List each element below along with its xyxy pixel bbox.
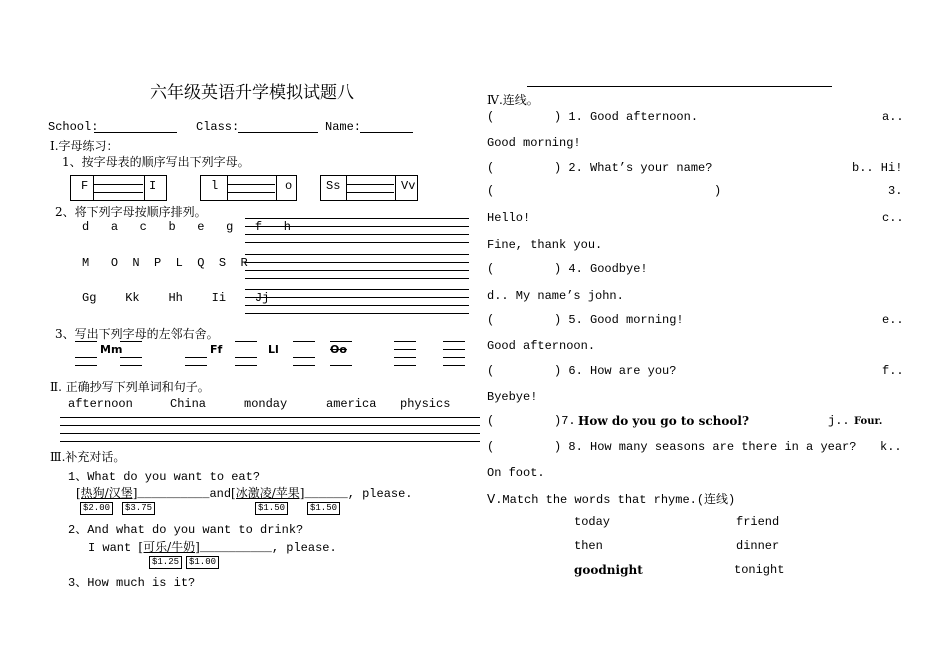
choice-bracket: [热狗/汉堡] — [76, 486, 138, 500]
match-text: Hello! — [487, 211, 531, 225]
neighbor-letter: Ff — [210, 343, 223, 356]
school-label: School: — [48, 120, 99, 134]
i-want-text: I want — [88, 541, 139, 555]
match-text: Byebye! — [487, 390, 538, 404]
box-blank[interactable] — [227, 176, 277, 200]
rhyme-word-right: dinner — [736, 539, 780, 553]
match-option: c.. — [882, 211, 904, 225]
letter: O — [110, 256, 119, 270]
paren-open[interactable]: ( — [487, 184, 495, 198]
please-text: , please. — [347, 487, 413, 501]
header-rule — [527, 86, 832, 87]
box-blank[interactable] — [346, 176, 396, 200]
match-option: b.. Hi! — [852, 161, 903, 175]
class-label: Class: — [196, 120, 240, 134]
copy-word: China — [170, 397, 207, 411]
neighbor-letter: Mm — [100, 343, 123, 356]
match-item: ) 5. Good morning! — [554, 313, 684, 327]
paren-open[interactable]: ( — [487, 313, 495, 327]
name-label: Name: — [325, 120, 362, 134]
letter: M — [82, 256, 90, 270]
box-blank[interactable] — [93, 176, 145, 200]
rhyme-word-right: tonight — [734, 563, 785, 577]
copy-word: physics — [400, 397, 451, 411]
letter: P — [154, 256, 162, 270]
price-tag: $3.75 — [122, 502, 155, 515]
letter: d — [82, 220, 90, 234]
letter: a — [110, 220, 119, 234]
rhyme-word-left: today — [574, 515, 611, 529]
school-blank[interactable] — [94, 132, 177, 133]
letter-box-3 — [320, 175, 418, 201]
box-right-letter: Vv — [401, 179, 416, 193]
section3-heading: Ⅲ.补充对话。 — [50, 450, 126, 464]
match-text: Good morning! — [487, 136, 581, 150]
match-item: ) 1. Good afternoon. — [554, 110, 699, 124]
copy-word: monday — [244, 397, 288, 411]
letter-row-2 — [82, 256, 248, 270]
s3-q1: 1、What do you want to eat? — [68, 470, 261, 484]
section2-heading: Ⅱ. 正确抄写下列单词和句子。 — [50, 380, 210, 394]
price-tag: $1.50 — [255, 502, 288, 515]
paren-open[interactable]: ( — [487, 262, 495, 276]
letter-box-2 — [200, 175, 297, 201]
page-title: 六年级英语升学模拟试题八 — [150, 83, 354, 103]
box-right-letter: I — [149, 179, 157, 193]
section1-heading: Ⅰ.字母练习： — [50, 139, 119, 153]
match-option-bold: Four. — [854, 416, 883, 427]
letter: Q — [197, 256, 205, 270]
s3-q2-answer: I want [可乐/牛奶]__________, please. — [88, 540, 337, 555]
letter: N — [132, 256, 140, 270]
copy-line[interactable] — [60, 417, 480, 418]
paren-open[interactable]: ( — [487, 414, 495, 428]
section5-heading: Ⅴ.Match the words that rhyme.(连线) — [487, 493, 736, 507]
match-option: e.. — [882, 313, 904, 327]
name-blank[interactable] — [360, 132, 413, 133]
box-left-letter: Ss — [326, 179, 341, 193]
letter: Ii — [211, 291, 227, 305]
letter: Jj — [254, 291, 270, 305]
paren-open[interactable]: ( — [487, 364, 495, 378]
match-item: ) 2. What’s your name? — [554, 161, 713, 175]
neighbor-letter: Ll — [268, 343, 279, 356]
price-tag: $2.00 — [80, 502, 113, 515]
s1-q1: 1、按字母表的顺序写出下列字母。 — [62, 155, 250, 169]
letter: R — [240, 256, 248, 270]
box-left-letter: F — [81, 179, 89, 193]
rhyme-word-left: then — [574, 539, 603, 553]
match-option: j.. — [828, 414, 850, 428]
s3-q3: 3、How much is it? — [68, 576, 196, 590]
s1-q2: 2、将下列字母按顺序排列。 — [55, 205, 207, 219]
match-item: ) 4. Goodbye! — [554, 262, 648, 276]
match-item-number: 3. — [888, 184, 903, 198]
class-blank[interactable] — [238, 132, 318, 133]
letter: h — [283, 220, 291, 234]
match-option: a.. — [882, 110, 904, 124]
rhyme-word-left: goodnight — [574, 563, 643, 577]
section4-heading: Ⅳ.连线。 — [487, 93, 539, 107]
paren-open[interactable]: ( — [487, 440, 495, 454]
match-item-bold: How do you go to school? — [578, 414, 749, 428]
letter-row-1 — [82, 220, 291, 234]
copy-word: afternoon — [68, 397, 133, 411]
s3-q2: 2、And what do you want to drink? — [68, 523, 304, 537]
match-text: d.. My name’s john. — [487, 289, 624, 303]
s3-q1-answer: [热狗/汉堡]__________and[冰激凌/苹果]______, please. — [76, 486, 413, 501]
letter-row-3 — [82, 291, 269, 305]
match-item: ) 8. How many seasons are there in a year? — [554, 440, 857, 454]
match-option: k.. — [880, 440, 902, 454]
s1-q3: 3、写出下列字母的左邻右舍。 — [55, 327, 219, 341]
box-right-letter: o — [285, 179, 293, 193]
neighbor-letter: Oo — [330, 343, 347, 356]
paren-close: ) — [714, 184, 722, 198]
letter: c — [139, 220, 147, 234]
and-word: and — [209, 487, 232, 501]
match-text: On foot. — [487, 466, 545, 480]
letter: f — [254, 220, 263, 234]
choice-bracket: [冰激凌/苹果] — [231, 486, 305, 500]
letter: L — [175, 256, 183, 270]
price-tag: $1.25 — [149, 556, 182, 569]
copy-word: america — [326, 397, 377, 411]
writing-line[interactable] — [245, 218, 469, 219]
writing-line[interactable] — [245, 289, 469, 290]
letter-box-1 — [70, 175, 167, 201]
writing-line[interactable] — [245, 254, 469, 255]
box-left-letter: l — [211, 179, 219, 193]
rhyme-word-right: friend — [736, 515, 780, 529]
price-tag: $1.00 — [186, 556, 219, 569]
please-text: , please. — [271, 541, 337, 555]
price-tag: $1.50 — [307, 502, 340, 515]
match-item: )7. — [554, 414, 576, 428]
choice-bracket: [可乐/牛奶] — [138, 540, 200, 554]
letter: e — [197, 220, 205, 234]
letter: Gg — [82, 291, 97, 305]
letter: S — [218, 256, 227, 270]
letter: g — [226, 220, 234, 234]
match-item: ) 6. How are you? — [554, 364, 677, 378]
paren-open[interactable]: ( — [487, 110, 495, 124]
match-text: Good afternoon. — [487, 339, 596, 353]
paren-open[interactable]: ( — [487, 161, 495, 175]
letter: Kk — [125, 291, 140, 305]
letter: b — [168, 220, 176, 234]
match-text: Fine, thank you. — [487, 238, 603, 252]
letter: Hh — [168, 291, 183, 305]
match-option: f.. — [882, 364, 904, 378]
